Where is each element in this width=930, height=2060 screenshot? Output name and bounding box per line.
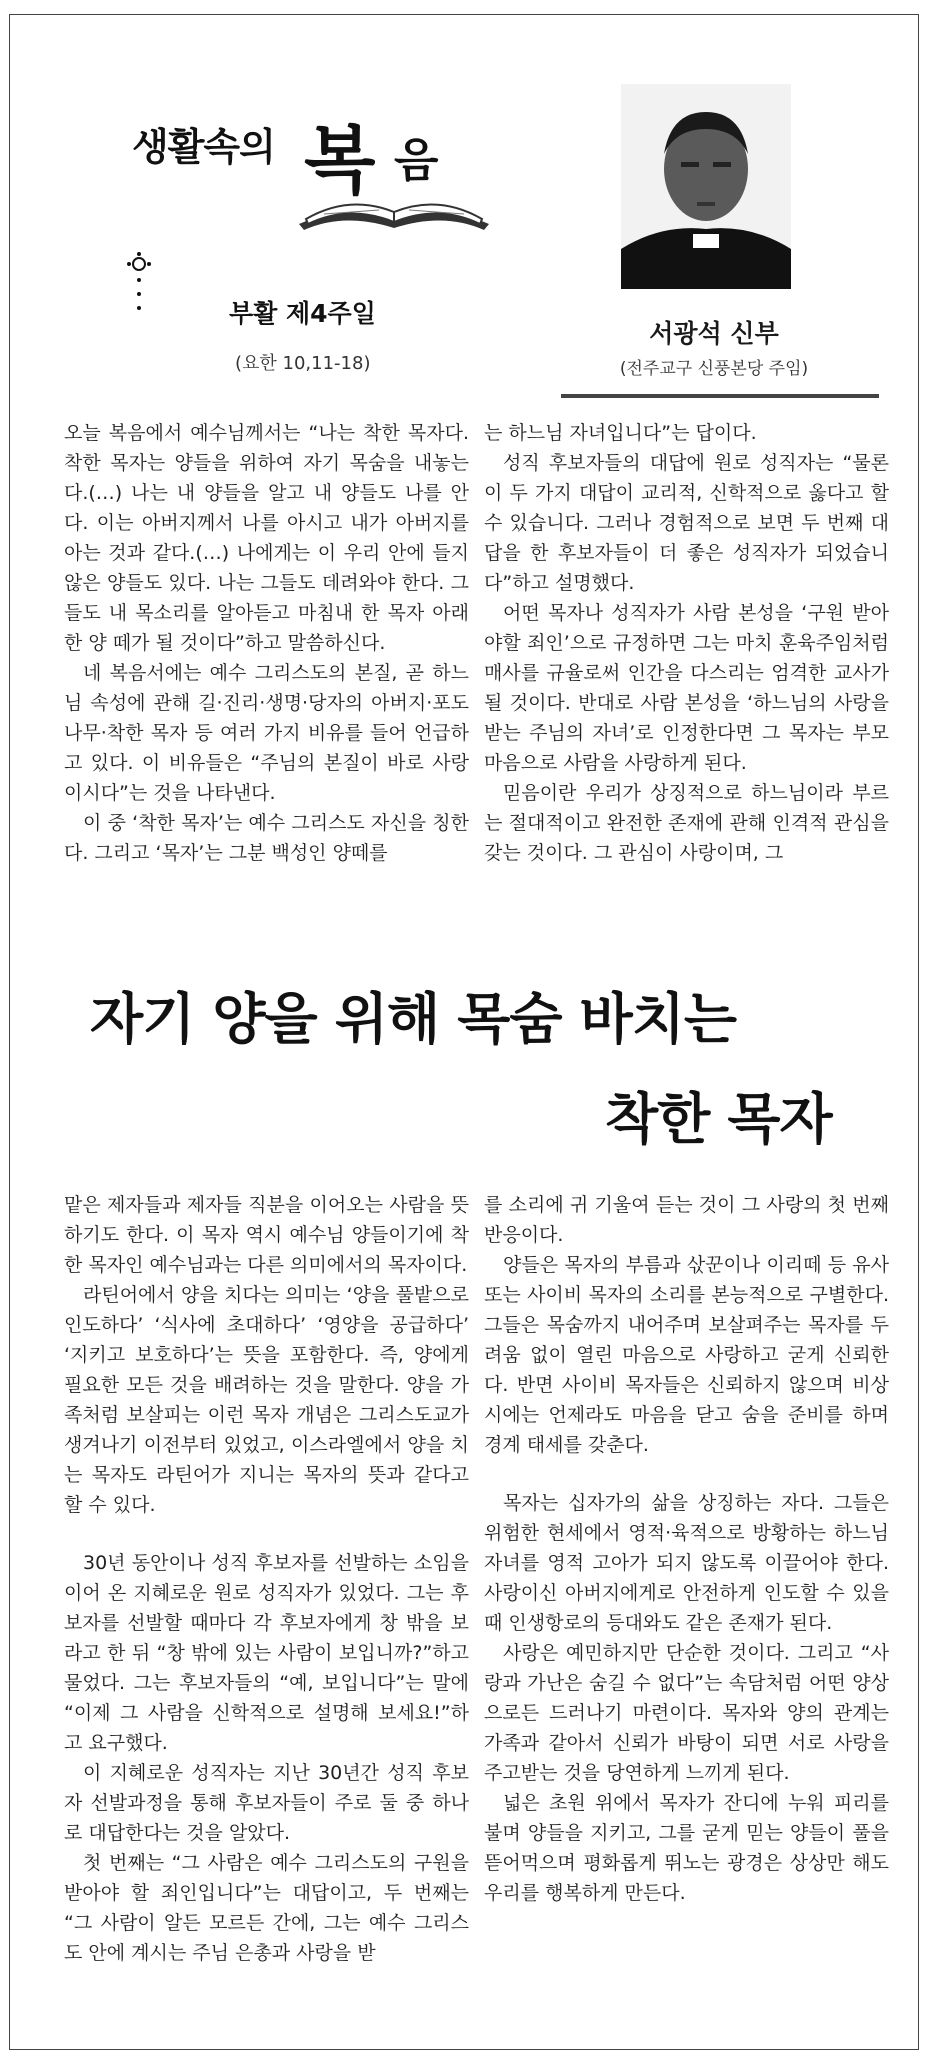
paragraph: 이 지혜로운 성직자는 지난 30년간 성직 후보자 선발과정을 통해 후보자들이 주로 둘 중 하나로 대답한다는 것을 알았다. — [64, 1762, 469, 1844]
paragraph: 네 복음서에는 예수 그리스도의 본질, 곧 하느님 속성에 관해 길·진리·생명·당자의 아버지·포도나무·착한 목자 등 여러 가지 비유를 들어 언급하고 있다. 이 비유들은 “주님의 본질이 바로 사랑이시다”는 것을 나타낸다. — [64, 662, 469, 804]
body-column-4 — [484, 1190, 889, 1908]
body-column-2 — [484, 418, 889, 868]
paragraph: 30년 동안이나 성직 후보자를 선발하는 소임을 이어 온 지혜로운 원로 성직자가 있었다. 그는 후보자를 선발할 때마다 각 후보자에게 창 밖을 보라고 한 뒤 “창 밖에 있는 사람이 보입니까?”하고 물었다. 그는 후보자들의 “예, 보입니다”는 말에 “이제 그 사람을 신학적으로 설명해 보세요!”하고 요구했다. — [64, 1552, 469, 1754]
liturgical-week: 부활 제4주일 — [229, 299, 376, 328]
paragraph: 첫 번째는 “그 사람은 예수 그리스도의 구원을 받아야 할 죄인입니다”는 대답이고, 두 번째는 “그 사람이 알든 모르든 간에, 그는 예수 그리스도 안에 계시는 주님 은총과 사랑을 받 — [64, 1852, 469, 1964]
paragraph: 를 소리에 귀 기울여 듣는 것이 그 사랑의 첫 번째 반응이다. — [484, 1194, 889, 1246]
paragraph: 이 중 ‘착한 목자’는 예수 그리스도 자신을 칭한다. 그리고 ‘목자’는 그분 백성인 양떼를 — [64, 812, 469, 864]
logo-text-big: 복 — [304, 118, 376, 204]
paragraph: 믿음이란 우리가 상징적으로 하느님이라 부르는 절대적이고 완전한 존재에 관해 인격적 관심을 갖는 것이다. 그 관심이 사랑이며, 그 — [484, 782, 889, 864]
paragraph: 맡은 제자들과 제자들 직분을 이어오는 사람을 뜻하기도 한다. 이 목자 역시 예수님 양들이기에 착한 목자인 예수님과는 다른 의미에서의 목자이다. — [64, 1194, 469, 1276]
paragraph: 목자는 십자가의 삶을 상징하는 자다. 그들은 위험한 현세에서 영적·육적으로 방황하는 하느님 자녀를 영적 고아가 되지 않도록 이끌어야 한다. 사랑이신 아버지에게로 안전하게 인도할 수 있을 때 인생항로의 등대와도 같은 존재가 된다. — [484, 1492, 889, 1634]
paragraph: 성직 후보자들의 대답에 원로 성직자는 “물론 이 두 가지 대답이 교리적, 신학적으로 옳다고 할 수 있습니다. 그러나 경험적으로 보면 두 번째 대답을 한 후보자들이 더 좋은 성직자가 되었습니다”하고 설명했다. — [484, 452, 889, 594]
paragraph: 오늘 복음에서 예수님께서는 “나는 착한 목자다. 착한 목자는 양들을 위하여 자기 목숨을 내놓는다.(…) 나는 내 양들을 알고 내 양들도 나를 안다. 이는 아버지께서 나를 아시고 내가 아버지를 아는 것과 같다.(…) 나에게는 이 우리 안에 들지 않은 양들도 있다. 나는 그들도 데려와야 한다. 그들도 내 목소리를 알아듣고 마침내 한 목자 아래 한 양 떼가 될 것이다”하고 말씀하신다. — [64, 422, 469, 654]
scripture-reference: (요한 10,11-18) — [235, 353, 371, 374]
paragraph: 어떤 목자나 성직자가 사람 본성을 ‘구원 받아야할 죄인’으로 규정하면 그는 마치 훈육주임처럼 매사를 규율로써 인간을 다스리는 엄격한 교사가 될 것이다. 반대로 사람 본성을 ‘하느님의 사랑을 받는 주님의 자녀’로 인정한다면 그 목자는 부모 마음으로 사람을 사랑하게 된다. — [484, 602, 889, 774]
author-role: (전주교구 신풍본당 주임) — [619, 359, 809, 379]
logo-text-small: 생활속의 — [132, 125, 275, 169]
column-logo — [114, 94, 494, 224]
logo-text-small-2: 음 — [394, 133, 439, 187]
cross-ornament-icon — [127, 252, 151, 316]
body-column-1 — [64, 418, 469, 868]
paragraph: 넓은 초원 위에서 목자가 잔디에 누워 피리를 불며 양들을 지키고, 그를 굳게 믿는 양들이 풀을 뜯어먹으며 평화롭게 뛰노는 광경은 상상만 해도 우리를 행복하게 만든다. — [484, 1792, 889, 1904]
column-header — [9, 14, 919, 404]
paragraph: 양들은 목자의 부름과 삯꾼이나 이리떼 등 유사 또는 사이비 목자의 소리를 본능적으로 구별한다. 그들은 목숨까지 내어주며 보살펴주는 목자를 두려움 없이 열린 마음으로 사랑하고 굳게 신뢰한다. 반면 사이비 목자들은 신뢰하지 않으며 비상시에는 언제라도 마음을 닫고 숨을 준비를 하며 경계 태세를 갖춘다. — [484, 1254, 889, 1456]
headline-line-1: 자기 양을 위해 목숨 바치는 — [90, 987, 737, 1051]
author-name: 서광석 신부 — [649, 319, 779, 348]
divider-line — [561, 394, 879, 398]
paragraph: 라틴어에서 양을 치다는 의미는 ‘양을 풀밭으로 인도하다’ ‘식사에 초대하다’ ‘영양을 공급하다’ ‘지키고 보호하다’는 뜻을 포함한다. 즉, 양에게 필요한 모든 것을 배려하는 것을 말한다. 양을 가족처럼 보살피는 이런 목자 개념은 그리스도교가 생겨나기 이전부터 있었고, 이스라엘에서 양을 치는 목자도 라틴어가 지니는 목자의 뜻과 같다고 할 수 있다. — [64, 1284, 469, 1516]
headline-line-2: 착한 목자 — [605, 1087, 832, 1151]
paragraph: 사랑은 예민하지만 단순한 것이다. 그리고 “사랑과 가난은 숨길 수 없다”는 속담처럼 어떤 양상으로든 드러나기 마련이다. 목자와 양의 관계는 가족과 같아서 신뢰가 바탕이 되면 서로 사랑을 주고받는 것을 당연하게 느끼게 된다. — [484, 1642, 889, 1784]
author-photo — [621, 84, 791, 289]
body-column-3 — [64, 1190, 469, 1968]
paragraph: 는 하느님 자녀입니다”는 답이다. — [484, 422, 757, 444]
